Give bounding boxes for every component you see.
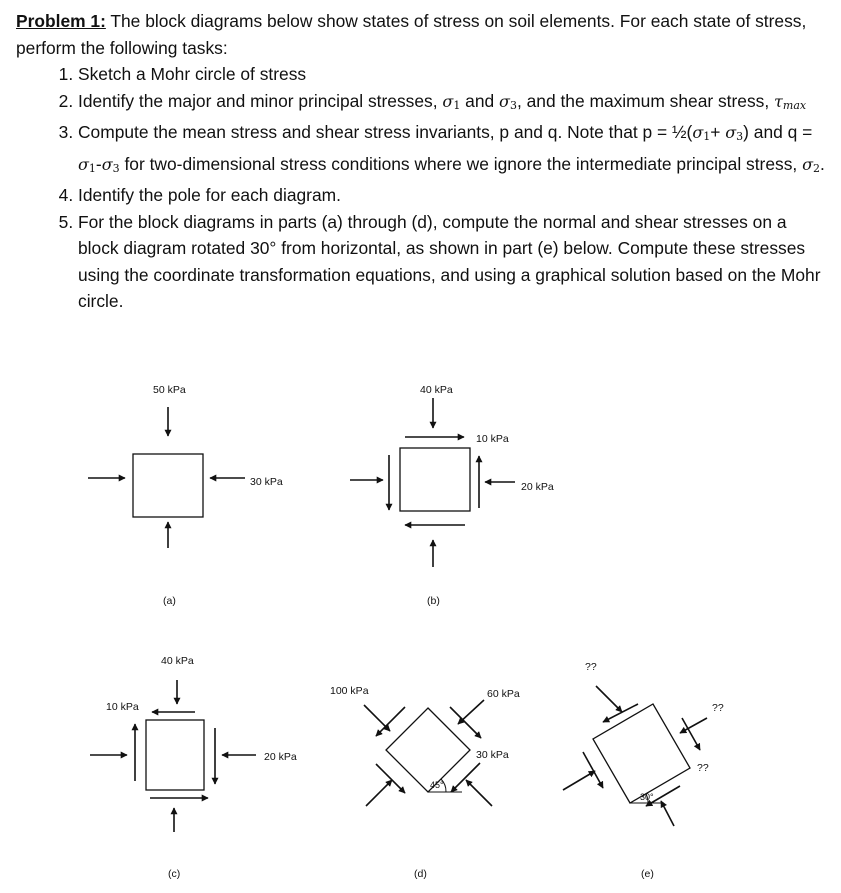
subscript: 1 xyxy=(88,161,96,175)
arrow-e-lower-right-normal xyxy=(661,801,674,826)
label-e-unknown-shear: ?? xyxy=(697,762,709,774)
arrow-d-upper-left-normal xyxy=(364,705,390,731)
problem-heading: Problem 1: xyxy=(16,11,106,31)
label-b-side-stress: 20 kPa xyxy=(521,481,554,493)
label-b-top-stress: 40 kPa xyxy=(420,384,453,396)
tau-symbol: τ xyxy=(774,91,783,111)
arrow-e-upper-left-shear xyxy=(603,704,638,722)
sigma-symbol: σ xyxy=(802,154,813,174)
sigma-symbol: σ xyxy=(499,91,510,111)
label-e-angle: 30° xyxy=(640,792,654,802)
label-d-shear-stress: 30 kPa xyxy=(476,749,509,761)
caption-d: (d) xyxy=(414,868,427,880)
diagram-labels xyxy=(106,384,724,880)
period-text: . xyxy=(819,153,825,174)
label-e-unknown-top: ?? xyxy=(585,661,597,673)
label-d-right-stress: 60 kPa xyxy=(487,688,520,700)
sigma-symbol: σ xyxy=(78,154,89,174)
sigma-symbol: σ xyxy=(725,123,737,142)
label-c-shear-stress: 10 kPa xyxy=(106,701,139,713)
subscript: 1 xyxy=(453,98,461,112)
caption-a: (a) xyxy=(163,595,176,607)
soil-element-c xyxy=(146,720,204,790)
soil-element-d xyxy=(386,708,470,792)
sigma-symbol: σ xyxy=(692,123,704,142)
label-c-side-stress: 20 kPa xyxy=(264,751,297,763)
caption-e: (e) xyxy=(641,868,654,880)
subscript: 3 xyxy=(509,98,517,112)
arrow-d-lower-left-shear xyxy=(376,764,405,793)
label-d-angle: 45° xyxy=(430,780,444,790)
subscript: 2 xyxy=(812,161,820,175)
and-text: and xyxy=(460,90,500,111)
subscript: max xyxy=(782,98,807,112)
task-1-text: Sketch a Mohr circle of stress xyxy=(78,64,307,84)
arrow-d-lower-right-normal xyxy=(466,780,492,806)
subscript: 3 xyxy=(736,130,744,143)
plus-text: + xyxy=(710,122,726,142)
task-3-text-c: for two-dimensional stress conditions where we ignore the intermediate principal stress, xyxy=(119,153,803,174)
subscript: 3 xyxy=(112,161,120,175)
task-5-text: For the block diagrams in parts (a) through (d), compute the normal and shear stresses on a block diagram rotated 30° from horizontal, as shown in part (e) below. Compute these stresses using the coordinate transformation equations, and using a graphical solution based on the Mohr circle. xyxy=(78,211,821,311)
diagram-e xyxy=(563,686,707,826)
problem-intro-text: The block diagrams below show states of stress on soil elements. For each state of stress, perform the following tasks: xyxy=(16,11,807,58)
task-2-text-b: , and the maximum shear stress, xyxy=(516,90,775,111)
caption-c: (c) xyxy=(168,868,181,880)
diagram-b xyxy=(350,398,515,567)
sigma-symbol: σ xyxy=(442,91,454,111)
arrow-d-lower-right-shear xyxy=(451,763,480,792)
task-2-text-a: Identify the major and minor principal stresses, xyxy=(78,90,443,111)
arrow-e-lower-left-shear xyxy=(583,752,603,788)
label-a-top-stress: 50 kPa xyxy=(153,384,186,396)
arrow-e-upper-left-normal xyxy=(596,686,622,712)
task-4-text: Identify the pole for each diagram. xyxy=(78,185,341,205)
sigma-symbol: σ xyxy=(101,154,113,174)
soil-element-a xyxy=(133,454,203,517)
minus-text: - xyxy=(95,153,102,174)
arrow-d-upper-right-normal xyxy=(458,700,484,724)
subscript: 1 xyxy=(703,130,711,143)
label-c-top-stress: 40 kPa xyxy=(161,655,194,667)
arrow-d-upper-right-shear xyxy=(450,707,481,738)
label-a-side-stress: 30 kPa xyxy=(250,476,283,488)
label-e-unknown-right: ?? xyxy=(712,702,724,714)
soil-element-b xyxy=(400,448,470,511)
caption-b: (b) xyxy=(427,595,440,607)
diagram-d xyxy=(364,700,492,806)
arrow-d-lower-left-normal xyxy=(366,780,392,806)
label-b-shear-stress: 10 kPa xyxy=(476,433,509,445)
diagram-a xyxy=(88,407,245,548)
arrow-e-lower-left-normal xyxy=(563,771,595,790)
task-3-text-a: Compute the mean stress and shear stress invariants, p and q. Note that p = ½( xyxy=(78,122,693,142)
task-3-text-b: ) and q = xyxy=(743,122,813,142)
label-d-left-stress: 100 kPa xyxy=(330,685,369,697)
